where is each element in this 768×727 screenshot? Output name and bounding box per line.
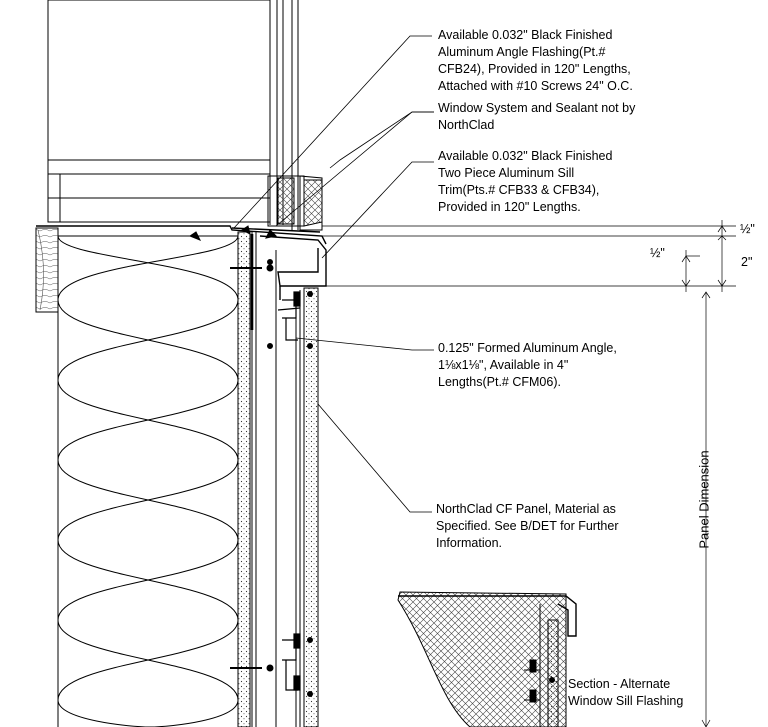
callout-line: 0.125" Formed Aluminum Angle,: [438, 341, 617, 355]
dim-half-inch-top: ½": [740, 222, 755, 236]
callout-window-system: [438, 100, 635, 134]
callout-line: Trim(Pts.# CFB33 & CFB34),: [438, 183, 600, 197]
sheathing: [238, 232, 276, 727]
callout-cf-panel: [436, 501, 619, 552]
callout-line: Specified. See B/DET for Further: [436, 519, 619, 533]
callout-line: Two Piece Aluminum Sill: [438, 166, 575, 180]
callout-sill-trim: [438, 148, 612, 216]
callout-line: NorthClad CF Panel, Material as: [436, 502, 616, 516]
dim-half-inch-mid: ½": [650, 246, 665, 260]
callout-line: CFB24), Provided in 120" Lengths,: [438, 62, 631, 76]
section-title-line: Section - Alternate: [568, 677, 671, 691]
section-title: [568, 676, 683, 710]
alternate-section-inset: [398, 592, 576, 727]
leader-lines: [234, 36, 434, 512]
dim-panel-dimension: Panel Dimension: [696, 450, 712, 549]
formed-angle-clips: [278, 292, 300, 690]
window-frame: [48, 0, 322, 230]
cf-panel: [296, 288, 318, 727]
callout-line: Aluminum Angle Flashing(Pt.#: [438, 45, 606, 59]
flashing: [36, 226, 326, 330]
callout-line: Available 0.032" Black Finished: [438, 28, 613, 42]
insulation-batt: [58, 236, 238, 727]
callout-line: Window System and Sealant not by: [438, 101, 636, 115]
callout-formed-angle: [438, 340, 617, 391]
callout-line: 1⅛x1⅛", Available in 4": [438, 358, 569, 372]
callout-line: NorthClad: [438, 118, 495, 132]
section-title-line: Window Sill Flashing: [568, 694, 684, 708]
wood-sill: [36, 228, 58, 312]
callout-line: Attached with #10 Screws 24" O.C.: [438, 79, 633, 93]
callout-line: Provided in 120" Lengths.: [438, 200, 581, 214]
callout-line: Available 0.032" Black Finished: [438, 149, 613, 163]
dim-two-inch: 2": [741, 255, 753, 269]
callout-line: Information.: [436, 536, 503, 550]
callout-line: Lengths(Pt.# CFM06).: [438, 375, 561, 389]
callout-angle-flashing: [438, 27, 633, 95]
